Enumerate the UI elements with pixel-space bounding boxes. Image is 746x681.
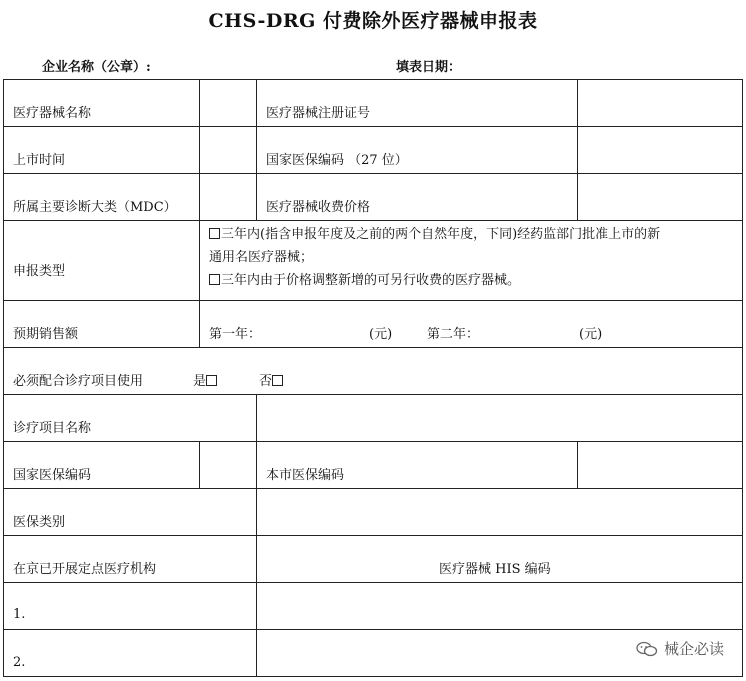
institutions-label: 在京已开展定点医疗机构: [13, 562, 157, 577]
page-title: CHS-DRG 付费除外医疗器械申报表: [208, 10, 538, 32]
yuan2-unit: (元): [579, 327, 603, 342]
row-number-1: 1.: [13, 607, 26, 622]
fill-date-label: 填表日期：: [396, 60, 462, 75]
checkbox-new-device[interactable]: [209, 228, 220, 239]
checkbox-price-adjust[interactable]: [209, 274, 220, 285]
yuan1-unit: (元): [369, 327, 393, 342]
apply-type-options: [209, 223, 660, 292]
national-code-27-label: 国家医保编码 （27 位）: [266, 153, 408, 168]
launch-time-label: 上市时间: [13, 153, 66, 168]
checkbox-yes[interactable]: [206, 375, 217, 386]
option-new-device: 三年内(指含申报年度及之前的两个自然年度，下同)经药监部门批准上市的新: [209, 223, 660, 246]
option-price-adjust: 三年内由于价格调整新增的可另行收费的医疗器械。: [209, 269, 660, 292]
local-code-label: 本市医保编码: [266, 468, 345, 483]
year2-label: 第二年：: [427, 327, 480, 342]
application-form-table: [3, 79, 743, 681]
checkbox-no[interactable]: [272, 375, 283, 386]
row-number-2: 2.: [13, 655, 26, 670]
no-option: 否: [259, 370, 284, 389]
device-name-label: 医疗器械名称: [13, 106, 92, 121]
item-name-label: 诊疗项目名称: [13, 421, 92, 436]
apply-type-label: 申报类型: [13, 264, 66, 279]
national-code-label: 国家医保编码: [13, 468, 92, 483]
year1-label: 第一年：: [209, 327, 262, 342]
must-use-with-item-label: 必须配合诊疗项目使用: [13, 374, 144, 389]
expected-sales-label: 预期销售额: [13, 327, 79, 342]
insurance-category-label: 医保类别: [13, 515, 66, 530]
his-code-label: 医疗器械 HIS 编码: [439, 562, 551, 577]
watermark: [636, 638, 724, 659]
option-new-device-cont: 通用名医疗器械；: [209, 250, 314, 265]
yes-option: 是: [193, 370, 218, 389]
registration-cert-label: 医疗器械注册证号: [266, 106, 371, 121]
watermark-text: 械企必读: [663, 640, 724, 658]
company-label: 企业名称（公章）:: [42, 60, 151, 75]
wechat-icon: [636, 641, 658, 657]
price-label: 医疗器械收费价格: [266, 200, 371, 215]
mdc-label: 所属主要诊断大类（MDC）: [13, 200, 177, 215]
